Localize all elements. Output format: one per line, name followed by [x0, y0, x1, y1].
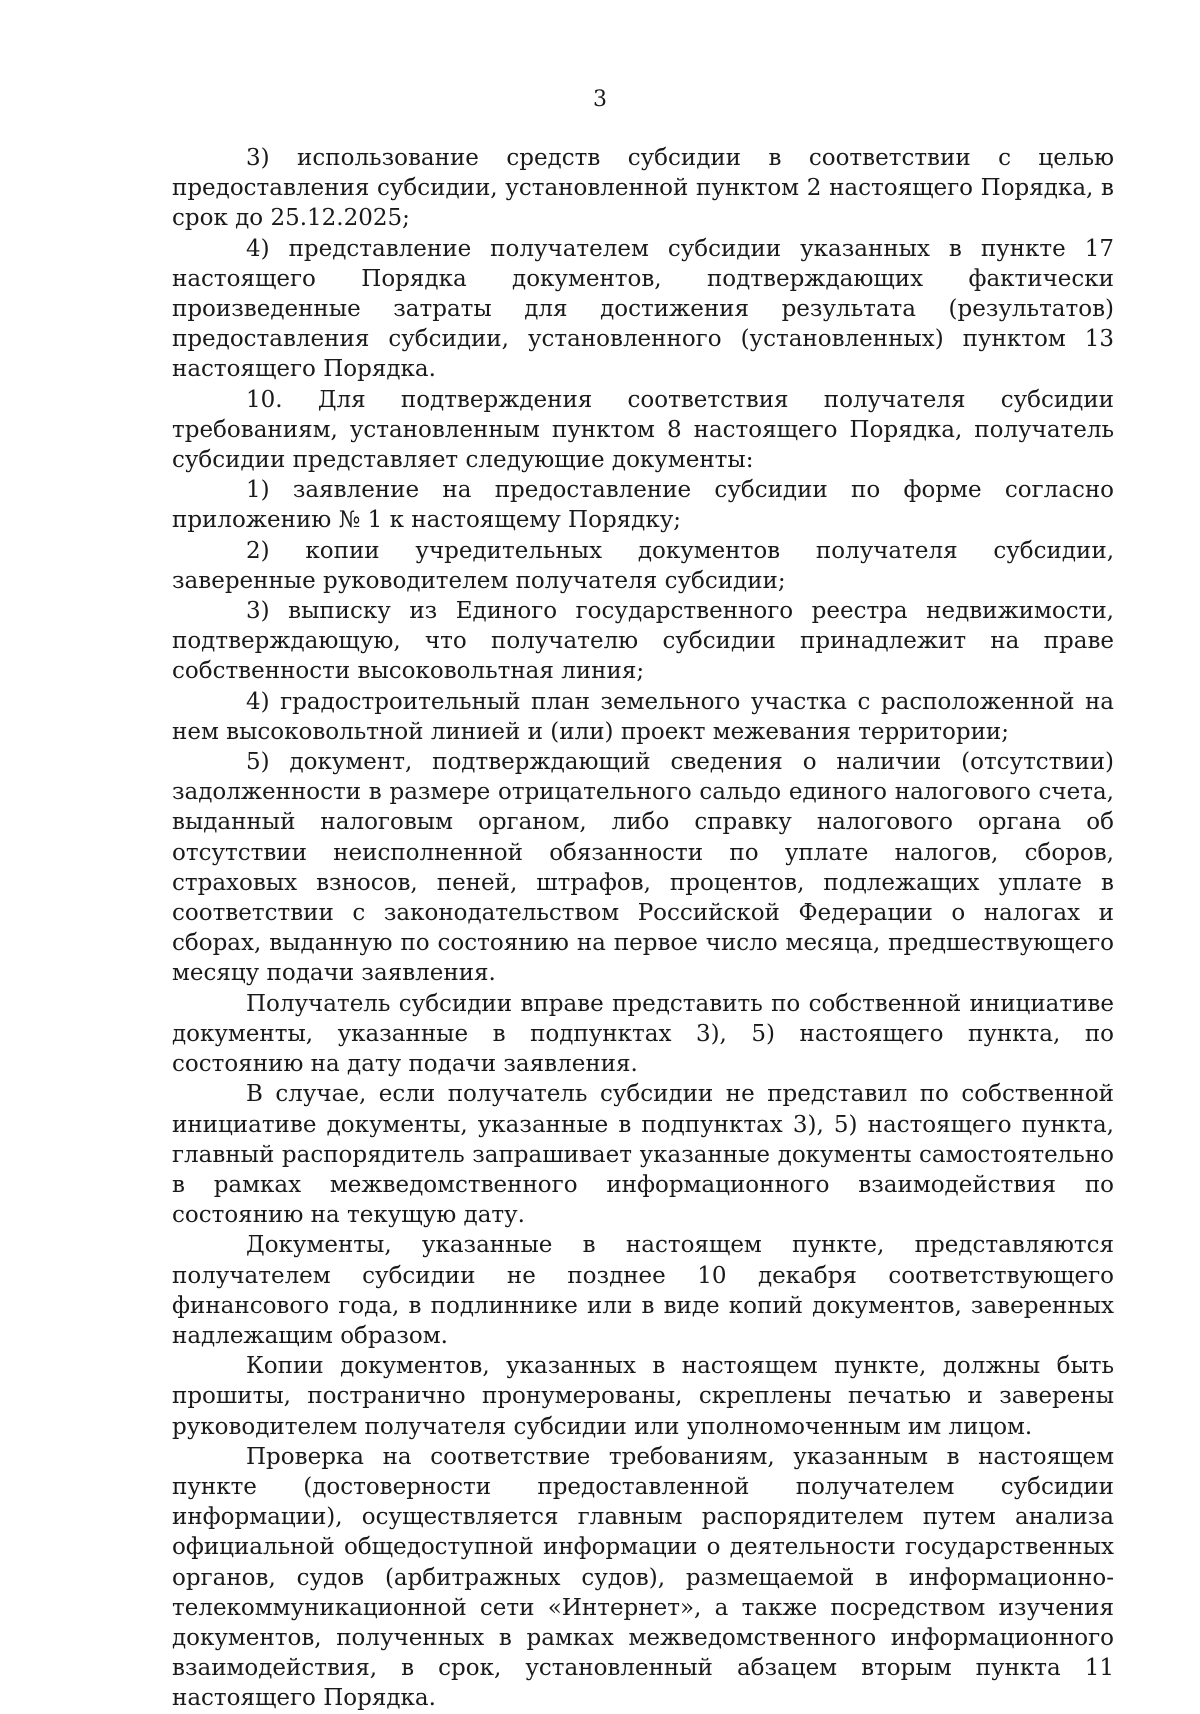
paragraph-10: 10. Для подтверждения соответствия получателя субсидии требованиям, установленным пунктом 8 настоящего Порядка, получатель субсидии представляет следующие документы:	[172, 386, 1114, 474]
paragraph-10-2: 2) копии учредительных документов получателя субсидии, заверенные руководителем получателя субсидии;	[172, 537, 1114, 594]
paragraph-verification: Проверка на соответствие требованиям, указанным в настоящем пункте (достоверности предоставленной получателем субсидии информации), осуществляется главным распорядителем путем анализа официальной общедоступной информации о деятельности государственных органов, судов (арбитражных судов), размещаемой в информационно-телекоммуникационной сети «Интернет», а также посредством изучения документов, полученных в рамках межведомственного информационного взаимодействия, в срок, установленный абзацем вторым пункта 11 настоящего Порядка.	[172, 1443, 1114, 1712]
paragraph-9-3: 3) использование средств субсидии в соответствии с целью предоставления субсидии, установленной пунктом 2 настоящего Порядка, в срок до 25.12.2025;	[172, 145, 1114, 232]
document-body	[172, 143, 1114, 1714]
paragraph-copies-certification: Копии документов, указанных в настоящем пункте, должны быть прошиты, постранично пронумерованы, скреплены печатью и заверены руководителем получателя субсидии или уполномоченным им лицом.	[172, 1353, 1114, 1440]
paragraph-submission-deadline: Документы, указанные в настоящем пункте, представляются получателем субсидии не позднее 10 декабря соответствующего финансового года, в подлиннике или в виде копий документов, заверенных надлежащим образом.	[172, 1232, 1114, 1349]
paragraph-9-4: 4) представление получателем субсидии указанных в пункте 17 настоящего Порядка документов, подтверждающих фактически произведенные затраты для достижения результата (результатов) предоставления субсидии, установленного (установленных) пунктом 13 настоящего Порядка.	[172, 235, 1114, 383]
paragraph-10-3: 3) выписку из Единого государственного реестра недвижимости, подтверждающую, что получателю субсидии принадлежит на праве собственности высоковольтная линия;	[172, 598, 1114, 685]
paragraph-interagency-request: В случае, если получатель субсидии не представил по собственной инициативе документы, указанные в подпунктах 3), 5) настоящего пункта, главный распорядитель запрашивает указанные документы самостоятельно в рамках межведомственного информационного взаимодействия по состоянию на текущую дату.	[172, 1081, 1114, 1229]
paragraph-10-1: 1) заявление на предоставление субсидии по форме согласно приложению № 1 к настоящему Порядку;	[172, 477, 1114, 534]
paragraph-10-4: 4) градостроительный план земельного участка с расположенной на нем высоковольтной линией и (или) проект межевания территории;	[172, 688, 1114, 745]
paragraph-10-5: 5) документ, подтверждающий сведения о наличии (отсутствии) задолженности в размере отрицательного сальдо единого налогового счета, выданный налоговым органом, либо справку налогового органа об отсутствии неисполненной обязанности по уплате налогов, сборов, страховых взносов, пеней, штрафов, процентов, подлежащих уплате в соответствии с законодательством Российской Федерации о налогах и сборах, выданную по состоянию на первое число месяца, предшествующего месяцу подачи заявления.	[172, 749, 1114, 987]
paragraph-voluntary-documents: Получатель субсидии вправе представить по собственной инициативе документы, указанные в подпунктах 3), 5) настоящего пункта, по состоянию на дату подачи заявления.	[172, 990, 1114, 1078]
page-number: 3	[593, 87, 607, 112]
